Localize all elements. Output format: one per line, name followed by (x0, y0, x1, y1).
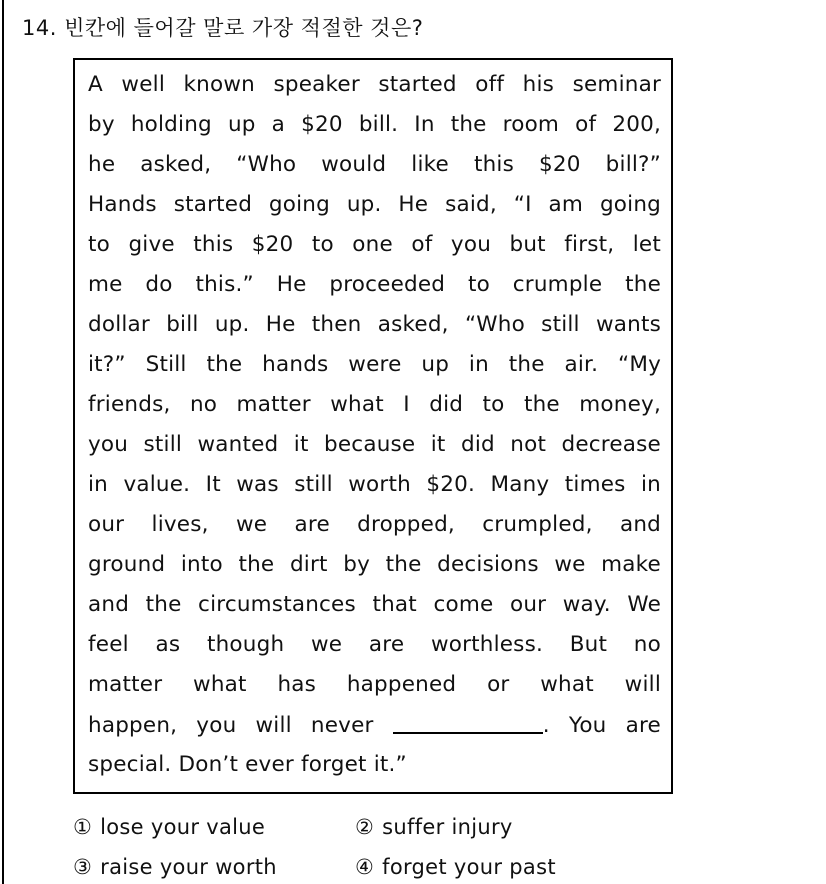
passage-line: Hands started going up. He said, “I am going (88, 192, 661, 217)
passage-line: our lives, we are dropped, crumpled, and (88, 512, 661, 537)
passage-line: he asked, “Who would like this $20 bill?” (88, 152, 661, 177)
passage-line: ground into the dirt by the decisions we make (88, 552, 661, 577)
passage-line: by holding up a $20 bill. In the room of 200, (88, 112, 661, 137)
passage-line: to give this $20 to one of you but first, let (88, 232, 661, 257)
left-margin-rule (2, 0, 4, 884)
question-text: 빈칸에 들어갈 말로 가장 적절한 것은? (64, 16, 424, 40)
option-text: forget your past (382, 855, 556, 879)
blank-line-after-text: . You are (542, 713, 661, 738)
passage-line: A well known speaker started off his seminar (88, 72, 661, 97)
passage-line: me do this.” He proceeded to crumple the (88, 272, 661, 297)
passage-line-with-blank (88, 710, 661, 740)
passage-line: friends, no matter what I did to the money, (88, 392, 661, 417)
option-1[interactable] (73, 812, 265, 842)
passage-line: in value. It was still worth $20. Many times in (88, 472, 661, 497)
option-number: ③ (73, 855, 93, 879)
option-text: lose your value (100, 815, 266, 839)
passage-line: it?” Still the hands were up in the air. “My (88, 352, 661, 377)
passage-line: feel as though we are worthless. But no (88, 632, 661, 657)
answer-blank (393, 710, 543, 734)
option-number: ② (355, 815, 375, 839)
option-number: ① (73, 815, 93, 839)
question-number: 14. (22, 16, 57, 40)
passage-box (73, 58, 673, 794)
passage-line: matter what has happened or what will (88, 672, 661, 697)
option-3[interactable] (73, 852, 277, 882)
question-prompt (22, 12, 423, 44)
option-number: ④ (355, 855, 375, 879)
passage-line: you still wanted it because it did not decrease (88, 432, 661, 457)
option-text: raise your worth (100, 855, 277, 879)
option-4[interactable] (355, 852, 556, 882)
option-text: suffer injury (382, 815, 513, 839)
passage-last-line: special. Don’t ever forget it.” (88, 752, 407, 777)
passage-line: and the circumstances that come our way. We (88, 592, 661, 617)
option-2[interactable] (355, 812, 513, 842)
blank-line-before-text: happen, you will never (88, 713, 374, 738)
passage-line: dollar bill up. He then asked, “Who still wants (88, 312, 661, 337)
